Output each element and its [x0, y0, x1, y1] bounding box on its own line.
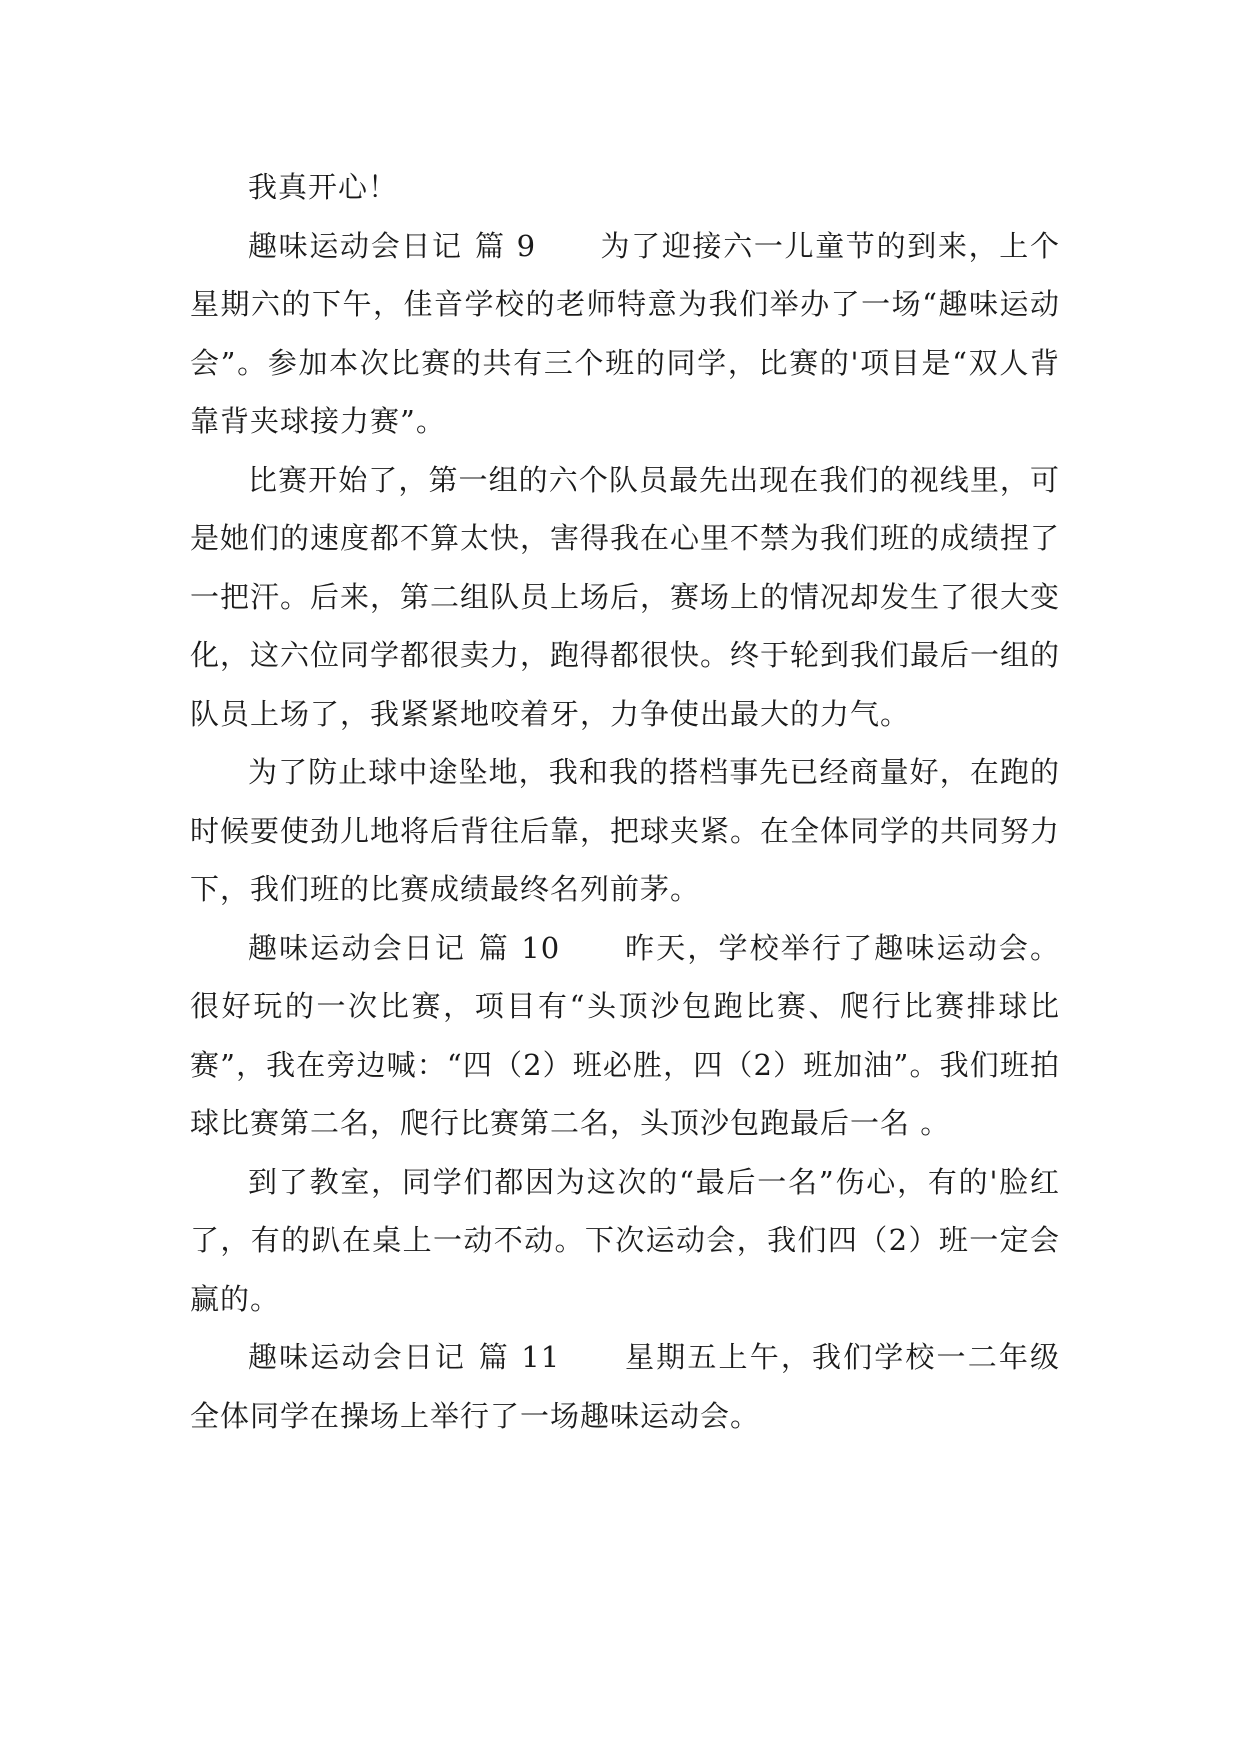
paragraph-1 — [190, 158, 1060, 217]
diary-heading: 趣味运动会日记 — [248, 930, 467, 965]
paragraph-text: 星期五上午，我们学校一二年级全体同学在操场上举行了一场趣味运动会。 — [190, 1340, 1060, 1433]
paragraph-text: 昨天，学校举行了趣味运动会。很好玩的一次比赛，项目有“头顶沙包跑比赛、爬行比赛排球比赛”，我在旁边喊：“四（2）班必胜，四（2）班加油”。我们班拍球比赛第二名，爬行比赛第二名，头顶沙包跑最后一名 。 — [190, 930, 1060, 1140]
diary-section-number: 篇 10 — [477, 930, 561, 965]
paragraph-text: 为了迎接六一儿童节的到来，上个星期六的下午，佳音学校的老师特意为我们举办了一场“趣味运动会”。参加本次比赛的共有三个班的同学，比赛的'项目是“双人背靠背夹球接力赛”。 — [190, 228, 1060, 438]
paragraph-7 — [190, 1328, 1060, 1445]
diary-section-number: 篇 9 — [474, 228, 537, 263]
paragraph-5 — [190, 919, 1060, 1153]
paragraph-text: 为了防止球中途坠地，我和我的搭档事先已经商量好，在跑的时候要使劲儿地将后背往后靠，把球夹紧。在全体同学的共同努力下，我们班的比赛成绩最终名列前茅。 — [190, 755, 1061, 906]
diary-heading: 趣味运动会日记 — [248, 228, 463, 263]
diary-section-number: 篇 11 — [477, 1340, 561, 1374]
diary-heading: 趣味运动会日记 — [248, 1340, 467, 1374]
paragraph-text: 我真开心！ — [248, 170, 399, 204]
paragraph-2 — [190, 217, 1060, 451]
paragraph-text: 比赛开始了，第一组的六个队员最先出现在我们的视线里，可是她们的速度都不算太快，害得我在心里不禁为我们班的成绩捏了一把汗。后来，第二组队员上场后，赛场上的情况却发生了很大变化，这六位同学都很卖力，跑得都很快。终于轮到我们最后一组的队员上场了，我紧紧地咬着牙，力争使出最大的力气。 — [190, 462, 1061, 731]
document-body — [190, 158, 1060, 1445]
paragraph-4 — [190, 743, 1060, 919]
paragraph-3 — [190, 451, 1060, 744]
paragraph-6 — [190, 1153, 1060, 1329]
paragraph-text: 到了教室，同学们都因为这次的“最后一名”伤心，有的'脸红了，有的趴在桌上一动不动。下次运动会，我们四（2）班一定会赢的。 — [190, 1164, 1060, 1316]
